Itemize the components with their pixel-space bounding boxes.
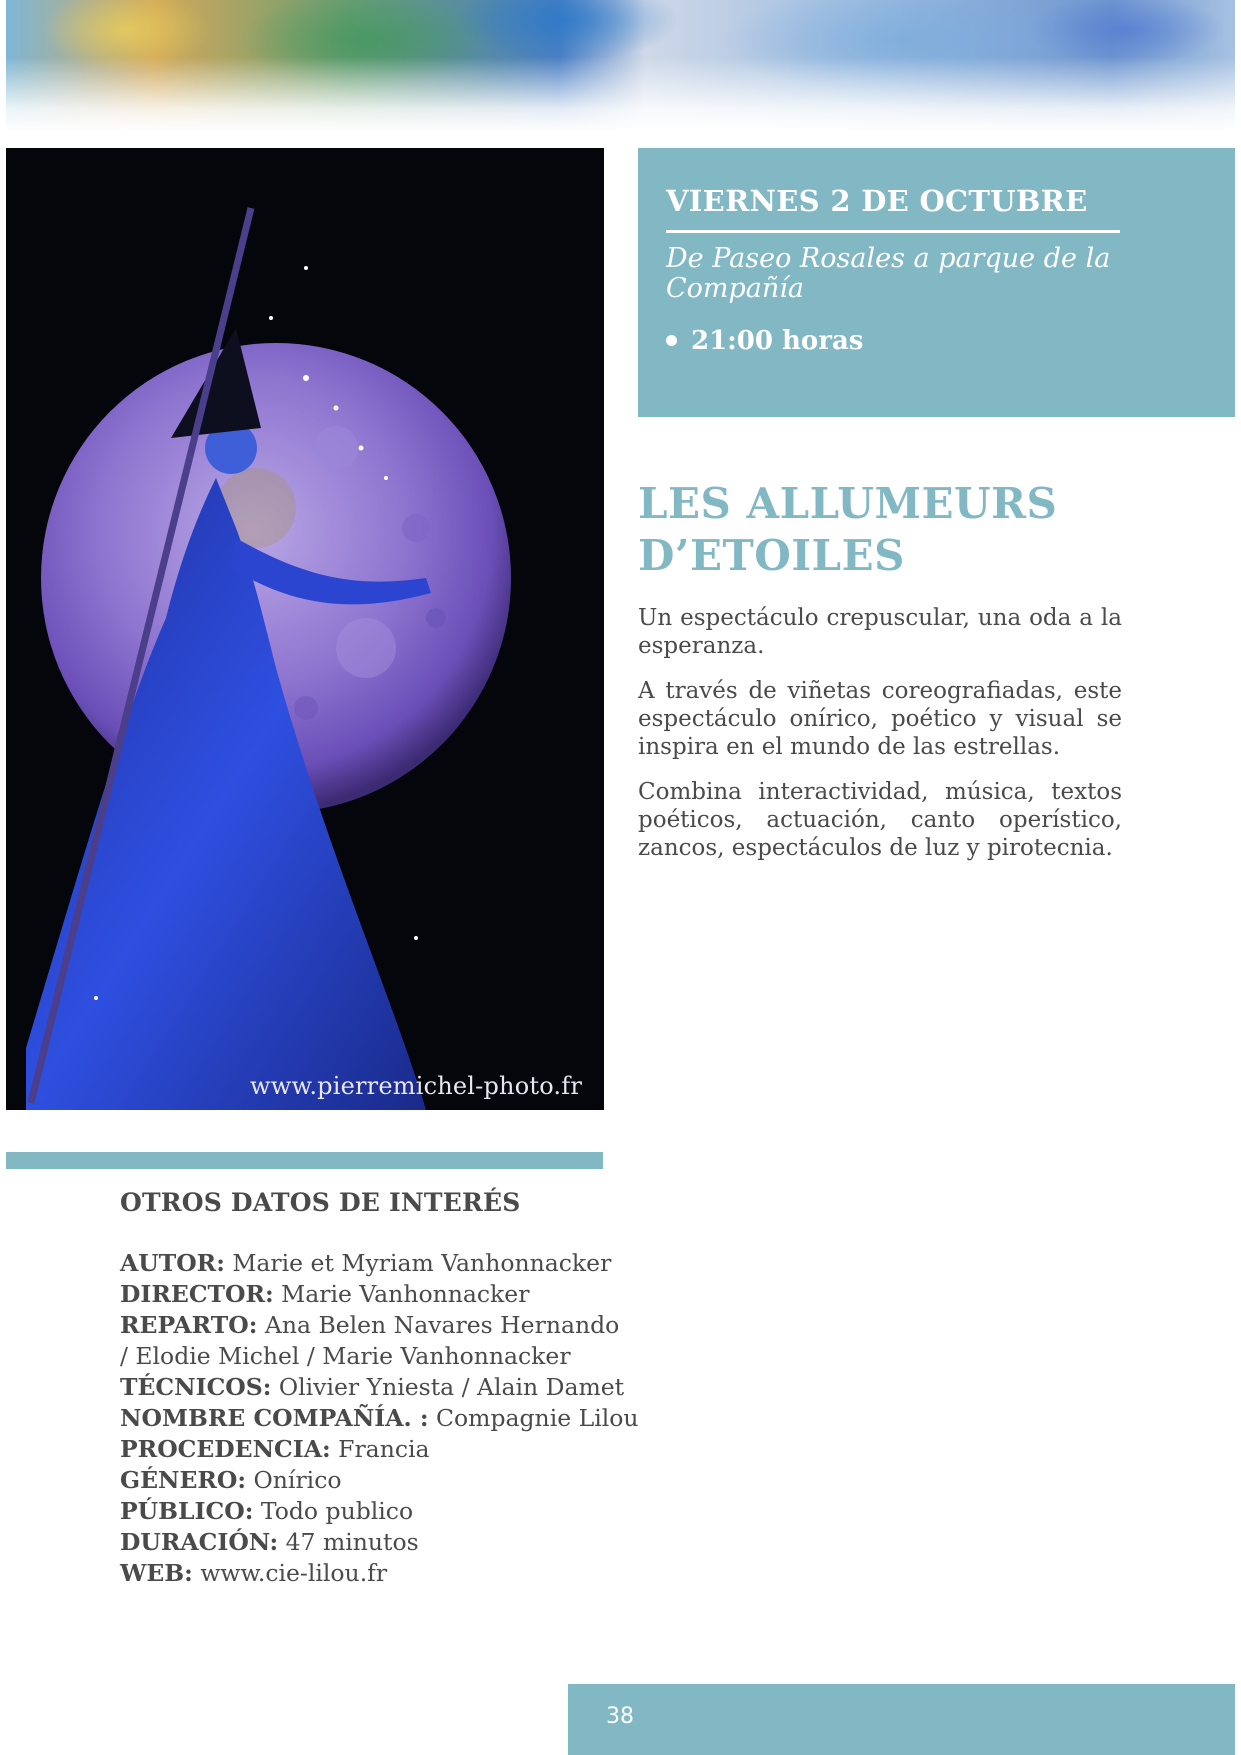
credit-row-web — [120, 1558, 620, 1589]
page-number: 38 — [606, 1704, 634, 1729]
credit-row-procedencia — [120, 1434, 620, 1465]
other-info-title: OTROS DATOS DE INTERÉS — [120, 1188, 521, 1217]
description-paragraph: A través de viñetas coreografiadas, este espectáculo onírico, poético y visual se inspira en el mundo de las estrellas. — [638, 678, 1122, 760]
show-title — [638, 478, 1198, 582]
header-artwork-banner — [6, 0, 1235, 132]
show-photo — [6, 148, 604, 1110]
credit-value: 47 minutos — [278, 1528, 419, 1556]
event-time-text: 21:00 horas — [691, 326, 864, 356]
credit-value: Marie Vanhonnacker — [273, 1280, 530, 1308]
page-number-bar — [568, 1684, 1235, 1755]
credit-value: www.cie-lilou.fr — [192, 1559, 388, 1587]
event-time — [666, 326, 863, 356]
credit-value: Todo publico — [253, 1497, 414, 1525]
credits-list — [120, 1248, 639, 1589]
credit-row-reparto — [120, 1310, 620, 1372]
credit-value: Olivier Yniesta / Alain Damet — [271, 1373, 625, 1401]
show-description — [638, 604, 1122, 879]
performer-moon-illustration — [6, 148, 604, 1110]
credit-label: PÚBLICO: — [120, 1497, 254, 1525]
event-place: De Paseo Rosales a parque de la Compañía — [666, 243, 1111, 304]
event-info-box — [638, 148, 1235, 417]
photo-credit: www.pierremichel-photo.fr — [249, 1072, 582, 1100]
credit-label: WEB: — [120, 1559, 193, 1587]
show-title-line2: D’ETOILES — [638, 531, 905, 580]
credit-label: GÉNERO: — [120, 1466, 247, 1494]
divider — [666, 230, 1120, 233]
credit-value: Ana Belen Navares Hernando / Elodie Michel / Marie Vanhonnacker — [120, 1311, 620, 1370]
bullet-icon — [666, 335, 677, 346]
credit-value: Francia — [330, 1435, 430, 1463]
credit-row-genero — [120, 1465, 620, 1496]
credit-row-publico — [120, 1496, 620, 1527]
credit-row-director — [120, 1279, 620, 1310]
credit-label: PROCEDENCIA: — [120, 1435, 331, 1463]
credit-label: DIRECTOR: — [120, 1280, 274, 1308]
credit-value: Marie et Myriam Vanhonnacker — [224, 1249, 612, 1277]
section-accent-bar — [6, 1152, 603, 1169]
credit-row-autor — [120, 1248, 620, 1279]
credit-row-tecnicos — [120, 1372, 625, 1403]
credit-label: DURACIÓN: — [120, 1528, 279, 1556]
credit-value: Compagnie Lilou — [428, 1404, 639, 1432]
description-paragraph: Combina interactividad, música, textos poéticos, actuación, canto operístico, zancos, espectáculos de luz y pirotecnia. — [638, 779, 1122, 861]
event-day: VIERNES 2 DE OCTUBRE — [666, 184, 1088, 218]
credit-label: REPARTO: — [120, 1311, 258, 1339]
credit-row-compania — [120, 1403, 639, 1434]
credit-label: NOMBRE COMPAÑÍA. : — [120, 1404, 429, 1432]
description-paragraph: Un espectáculo crepuscular, una oda a la esperanza. — [638, 605, 1122, 659]
credit-row-duracion — [120, 1527, 620, 1558]
credit-label: AUTOR: — [120, 1249, 225, 1277]
credit-value: Onírico — [246, 1466, 342, 1494]
credit-label: TÉCNICOS: — [120, 1373, 272, 1401]
show-title-line1: LES ALLUMEURS — [638, 479, 1058, 528]
